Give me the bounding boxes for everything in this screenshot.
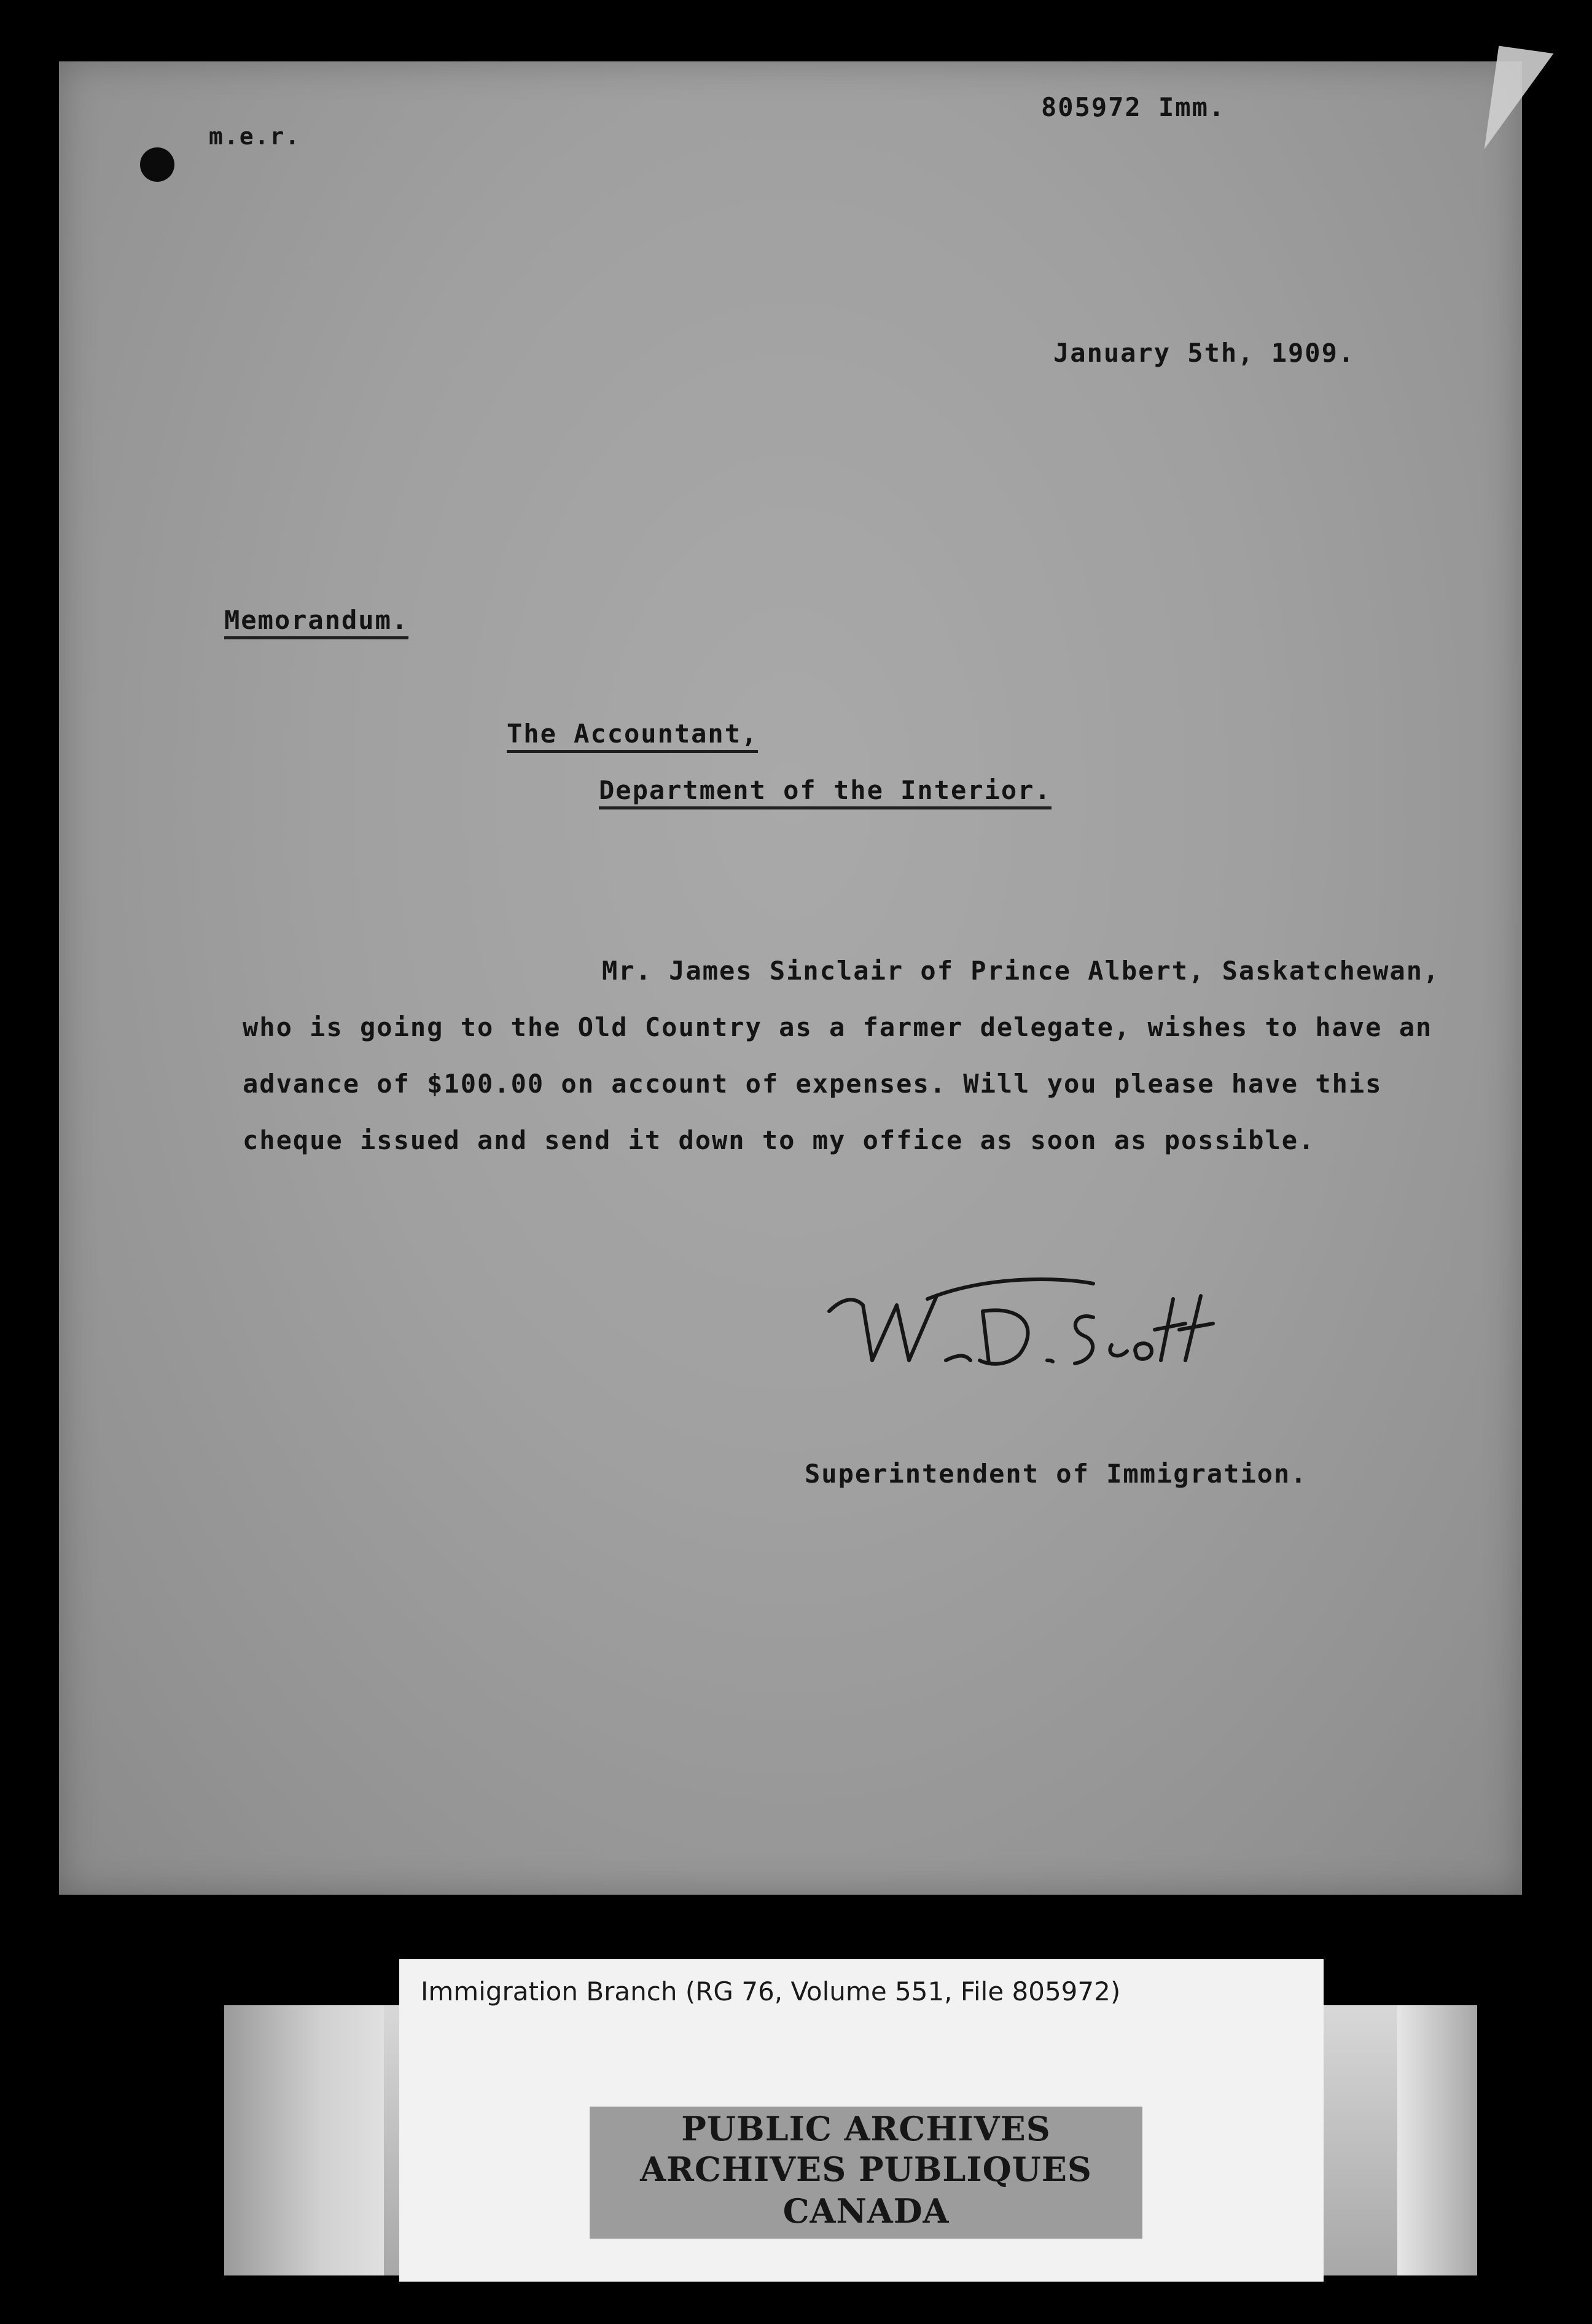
memo-date: January 5th, 1909. [1053,338,1356,368]
signature [805,1262,1235,1385]
folded-corner [1485,46,1554,157]
signatory-title: Superintendent of Immigration. [805,1459,1308,1489]
archive-citation: Immigration Branch (RG 76, Volume 551, File 805972) [421,1976,1121,2006]
typist-initials: m.e.r. [209,123,301,150]
file-reference: 805972 Imm. [1041,92,1226,122]
recipient-name: The Accountant, [507,719,758,753]
stamp-line-3: CANADA [782,2191,950,2231]
punch-hole [140,147,174,182]
archives-stamp [590,2107,1142,2239]
recipient-line-2 [599,775,1052,805]
memo-body: Mr. James Sinclair of Prince Albert, Saskatchewan, who is going to the Old Country as a farmer delegate, wishes to have an advance of $100.00 on account of expenses. Will you please have this cheque issued and send it down to my office as soon as possible. [243,956,1440,1155]
stamp-line-2: ARCHIVES PUBLIQUES [640,2150,1092,2189]
memo-heading [224,605,408,635]
stamp-line-1: PUBLIC ARCHIVES [681,2109,1051,2148]
recipient-department: Department of the Interior. [599,775,1052,809]
memo-heading-text: Memorandum. [224,605,408,639]
recipient-line-1 [507,719,758,749]
